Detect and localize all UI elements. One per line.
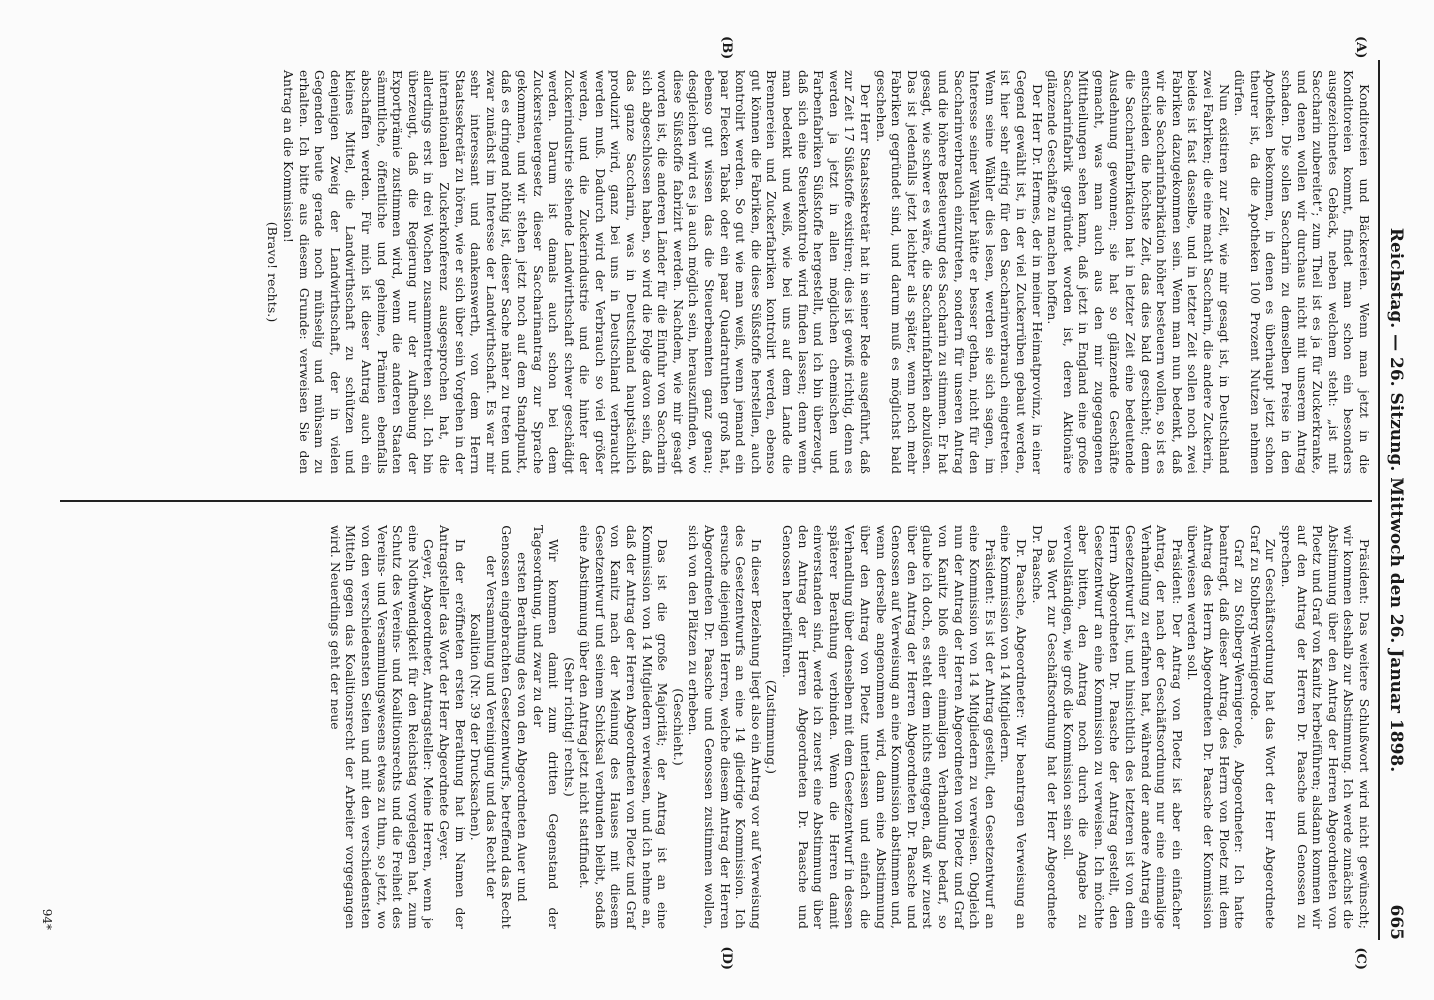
page-number: 665 [1386,904,1406,940]
interjection: (Zustimmung.) [764,679,780,775]
left-column [265,70,1372,474]
right-column [327,525,1372,929]
sheet-signature: 94* [40,908,54,930]
paragraph: Der Herr Staatssekretär hat in seiner Rede ausgeführt, daß zur Zeit 17 Süßstoffe existiren; dies ist gewiß richtig, denn es werden ja jetzt in allen möglichen chemischen und Farbenfabriken Süßstoffe hergestellt, und ich bin überzeugt, daß sich eine Steuerkontrole wird finden lassen; denn wenn man bedenkt und weiß, wie bei uns auf dem Lande die Brennereien und Zuckerfabriken kontrolirt werden, ebenso gut können die Fabriken, die diese Süßstoffe herstellen, auch kontrolirt werden. So gut wie man weiß, wenn jemand ein paar Flecken Tabak oder ein paar Quadratruthen groß hat, ebenso gut wissen das die Steuerbeamten ganz genau; desgleichen wird es ja auch möglich sein, herauszufinden, wo diese Süßstoffe fabrizirt werden. Nachdem, wie mir gesagt worden ist, die anderen Länder für die Einfuhr von Saccharin sich abgeschlossen haben, so wird die Folge davon sein, daß das ganze Saccharin, was in Deutschland hauptsächlich produzirt wird, ganz bei uns in Deutschland verbraucht werden muß. Dadurch wird der Verbrauch so viel größer werden, und die Zuckerindustrie und die hinter der Zuckerindustrie stehende Landwirthschaft schwer geschädigt werden. Darum ist damals auch schon bei dem Zuckersteuergesetz dieser Saccharinantrag zur Sprache gekommen, und wir stehen jetzt noch auf dem Standpunkt, daß es dringend nöthig ist, dieser Sache näher zu treten und zwar zunächst im Interesse der Landwirthschaft. Es war mir sehr interessant und dankenswerth, von dem Herrn Staatssekretär zu hören, wie er sich über sein Vorgehen in der internationalen Zuckerkonferenz ausgesprochen hat, die allerdings erst in drei Wochen zusammentreten soll. Ich bin überzeugt, daß die Regierung nur der Aufhebung der Exportprämie zustimmen wird, wenn die anderen Staaten sämmtliche, öffentliche und geheime, Prämien ebenfalls abschaffen werden. Für mich ist dieser Antrag auch ein kleines Mittel, die Landwirthschaft zu schützen und denjenigen Zweig der Landwirthschaft, der in vielen Gegenden heute gerade noch mühselig und mühsam zu erhalten. Ich bitte aus diesem Grunde: verweisen Sie den Antrag an die Kommission! [281,70,873,474]
paragraph: Das Wort zur Geschäftsordnung hat der Herr Abgeordnete Dr. Paasche. [1029,525,1061,929]
interjection: (Geschieht.) [670,688,686,766]
header-rule [1378,60,1380,940]
paragraph: Nun existiren zur Zeit, wie mir gesagt ist, in Deutschland zwei Fabriken; die eine macht Saccharin, die andere Zuckerin, beides ist fast dasselbe, und in letzter Zeit sollen noch zwei Fabriken dazugekommen sein. Wenn man nun bedenkt, daß wir die Saccharinfabrikation höher besteuern wollen, so ist es entschieden die höchste Zeit, das dies bald geschieht; denn die Saccharinfabrikation hat in letzter Zeit eine bedeutende Ausdehnung gewonnen; sie hat so glänzende Geschäfte gemacht, was man auch aus den mir zugegangenen Mittheilungen sehen kann, daß jetzt in England eine große Saccharinfabrik gegründet worden ist, deren Aktionäre glänzende Geschäfte zu machen hoffen. [1045,70,1232,474]
paragraph: Präsident: Der Antrag von Ploetz ist aber ein einfacher Antrag, der nach der Geschäftsordnung nur eine einmalige Verhandlung zu erfahren hat, während der andere Antrag ein Gesetzentwurf ist, und hinsichtlich des letzteren ist von dem Herrn Abgeordneten Dr. Paasche der Antrag gestellt, den Gesetzentwurf an eine Kommission zu verweisen. Ich möchte aber bitten, den Antrag noch durch die Angabe zu vervollständigen, wie groß die Kommission sein soll. [1060,525,1185,929]
paragraph: Zur Geschäftsordnung hat das Wort der Herr Abgeordnete Graf zu Stolberg-Wernigerode. [1247,525,1279,929]
paragraph: In dieser Beziehung liegt also ein Antrag vor auf Verweisung des Gesetzentwurfs an eine 14 gliedrige Kommission. Ich ersuche diejenigen Herren, welche diesem Antrag der Herren Abgeordneten Dr. Paasche und Genossen zustimmen wollen, sich von den Plätzen zu erheben. [686,525,764,929]
paragraph: Das ist die große Majorität; der Antrag ist an eine Kommission von 14 Mitgliedern verwiesen, und ich nehme an, daß der Antrag der Herren Abgeordneten von Ploetz und Graf von Kanitz nach der Meinung des Hauses mit diesem Gesetzentwurf und seinem Schicksal verbunden bleibt, sodaß eine Abstimmung über den Antrag jetzt nicht stattfindet. [577,525,671,929]
margin-marker-d: (D) [719,946,734,970]
applause-note: (Bravo! rechts.) [265,221,281,323]
column-divider [60,500,1372,502]
interjection: (Sehr richtig! rechts.) [561,657,577,797]
margin-marker-a: (A) [1353,36,1368,59]
paragraph: Konditoreien und Bäckereien. Wenn man jetzt in die Konditoreien kommt, findet man schon ein besonders ausgezeichnetes Gebäck, neben welchem steht: „ist mit Saccharin zubereitet“; zum Theil ist es ja für Zuckerkranke, und denen wollen wir durchaus nicht mit unserem Antrag schaden. Die sollen Saccharin zu demselben Preise in den Apotheken bekommen, in denen es überhaupt jetzt schon theurer ist, da die Apotheken 100 Prozent Nutzen nehmen dürfen. [1232,70,1372,474]
paragraph: Präsident: Das weitere Schlußwort wird nicht gewünscht; wir kommen deshalb zur Abstimmung. Ich werde zunächst die Abstimmung über den Antrag der Herren Abgeordneten von Ploetz und Graf von Kanitz herbeiführen; alsdann kommen wir auf den Antrag der Herren Dr. Paasche und Genossen zu sprechen. [1279,525,1372,929]
agenda-item: ersten Berathung des von den Abgeordneten Auer und Genossen eingebrachten Gesetzentwurfs, betreffend das Recht der Versammlung und Vereinigung und das Recht der Koalition (Nr. 39 der Drucksachen). [468,525,530,929]
margin-marker-b: (B) [719,36,734,60]
margin-marker-c: (C) [1353,947,1368,970]
paragraph: Präsident: Es ist der Antrag gestellt, den Gesetzentwurf an eine Kommission von 14 Mitgliedern zu verweisen. Obgleich nun der Antrag der Herren Abgeordneten von Ploetz und Graf von Kanitz bloß einer einmaligen Verhandlung bedarf, so glaube ich doch, es steht dem nichts entgegen, daß wir zuerst über den Antrag der Herren Abgeordneten Dr. Paasche und Genossen auf Verweisung an eine Kommission abstimmen und, wenn derselbe angenommen wird, dann eine Abstimmung über den Antrag von Ploetz unterlassen und einfach die Verhandlung über denselben mit dem Gesetzentwurf in dessen späterer Berathung verbinden. Wenn die Herren damit einverstanden sind, werde ich zuerst eine Abstimmung über den Antrag der Herren Abgeordneten Dr. Paasche und Genossen herbeiführen. [780,525,998,929]
page-title: Reichstag. — 26. Sitzung. Mittwoch den 26. Januar 1898. [1386,227,1406,773]
paragraph: In der eröffneten ersten Berathung hat im Namen der Antragsteller das Wort der Herr Abgeordnete Geyer. [436,525,468,929]
paragraph: Geyer, Abgeordneter, Antragsteller: Meine Herren, wenn je eine Nothwendigkeit für den Reichstag vorgelegen hat, zum Schutz des Vereins- und Koalitionsrechts und die Freiheit des Vereins- und Versammlungswesens etwas zu thun, so jetzt, wo von den verschiedensten Seiten und mit den verschiedensten Mitteln gegen das Koalitionsrecht der Arbeiter vorgegangen wird. Neuerdings geht der neue [327,525,437,929]
page-header [1384,60,1406,940]
paragraph: Der Herr Dr. Hermes, der in meiner Heimatprovinz, in einer Gegend gewählt ist, in der viel Zuckerrüben gebaut werden, ist hier sehr eifrig für den Saccharinverbrauch eingetreten. Wenn seine Wähler dies lesen, werden sie sich sagen, im Interesse seiner Wähler hätte er besser gethan, nicht für den Saccharinverbrauch einzutreten, sondern für unseren Antrag und die höhere Besteuerung des Saccharin zu stimmen. Er hat gesagt, wie schwer es wäre, die Saccharinfabriken abzulösen. Das ist jedenfalls jetzt leichter als später, wenn noch mehr Fabriken gegründet sind, und darum muß es möglichst bald geschehen. [873,70,1045,474]
paragraph: Wir kommen damit zum dritten Gegenstand der Tagesordnung, und zwar zu der [530,525,562,929]
paragraph: Graf zu Stolberg-Wernigerode, Abgeordneter: Ich hatte beantragt, daß dieser Antrag, des Herrn von Ploetz mit dem Antrag des Herrn Abgeordneten Dr. Paasche der Kommission überwiesen werden soll. [1185,525,1248,929]
paragraph: Dr. Paasche, Abgeordneter: Wir beantragen Verweisung an eine Kommission von 14 Mitgliedern. [998,525,1029,929]
